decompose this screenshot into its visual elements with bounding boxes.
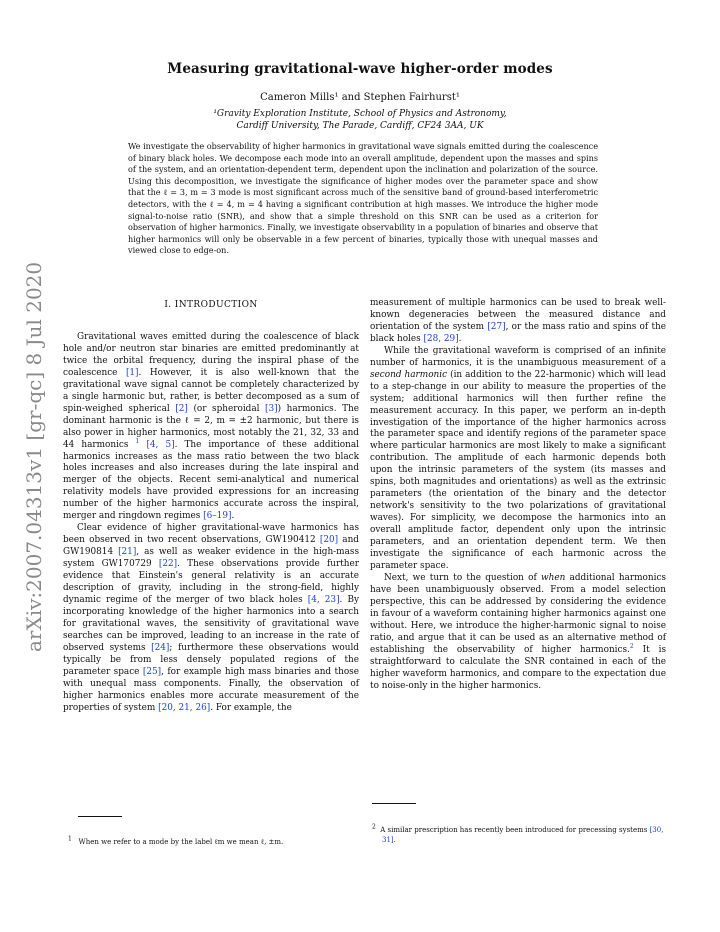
footnote-number: 2 (372, 823, 376, 831)
intro-paragraph-4 (370, 573, 666, 693)
footnote-2 (372, 823, 674, 845)
text: , as well as weaker evidence in the high-mass system GW170729 (63, 547, 359, 570)
intro-paragraph-3 (370, 346, 666, 573)
footnote-text: A similar prescription has recently been introduced for precessing systems (380, 826, 650, 834)
footnote-1 (68, 835, 364, 848)
citation-link[interactable]: [2] (175, 403, 188, 414)
emphasis: second harmonic (370, 369, 448, 380)
citation-link[interactable]: [28, 29] (423, 333, 459, 344)
text: (in addition to the 22-harmonic) which will lead to a step-change in our ability to measure the properties of the system; additional harmonics will then further refine the measurement accuracy. In this paper, we perform an in-depth investigation of the importance of the higher harmonics across the parameter space and identify regions of the parameter space where particular harmonics are most likely to make a significant contribution. The amplitude of each harmonic depends both upon the intrinsic parameters of the system (its masses and spins, both magnitudes and orientations) as well as the extrinsic parameters (the orientation of the binary and the detector network's sensitivity to the two polarizations of gravitational waves). For simplicity, we decompose the harmonics into an overall amplitude factor, dependent only upon the intrinsic parameters, and an orientation dependent term. We then investigate the significance of each harmonic across the parameter space. (370, 369, 666, 571)
text: . (231, 511, 235, 522)
citation-link[interactable]: [20, 21, 26] (158, 702, 211, 713)
text: ) harmonics. The dominant harmonic is the ℓ = 2, m = ±2 harmonic, but there is also power in higher harmonics, most notably the 21, 32, 33 and 44 harmonics (63, 403, 359, 450)
citation-link[interactable]: [24] (151, 642, 170, 653)
citation-link[interactable]: [30, 31] (382, 826, 664, 844)
text: . By incorporating knowledge of the higher harmonics into a search for gravitational waves, the sensitivity of gravitational wave searches can be improved, leading to an increase in the rate of observed systems (63, 594, 360, 653)
citation-link[interactable]: [1] (125, 367, 139, 378)
text: ; furthermore these observations would typically be from less densely populated regions of the parameter space (63, 642, 359, 677)
text: and GW190814 (63, 535, 359, 558)
arxiv-id: arXiv:2007.04313v1 [gr-qc] 8 Jul 2020 (22, 261, 46, 652)
author-list: Cameron Mills¹ and Stephen Fairhurst¹ (260, 92, 460, 103)
text: . For example, the (210, 702, 292, 713)
text: While the gravitational waveform is comprised of an infinite number of harmonics, it is the unambiguous measurement of a (370, 345, 666, 368)
right-column (370, 298, 666, 692)
text: , or the mass ratio and spins of the black holes (370, 321, 666, 344)
citation-link[interactable]: [21] (118, 547, 137, 558)
text: , for example high mass binaries and those with unequal mass components. Finally, the observation of higher harmonics enables more accurate measurement of the properties of system (63, 666, 359, 713)
left-column (63, 332, 359, 715)
citation-link[interactable]: [27] (487, 321, 506, 332)
text: It is straightforward to calculate the SNR contained in each of the higher waveform harmonics, and compare to the expectation due to noise-only in the higher harmonics. (370, 644, 666, 691)
abstract: We investigate the observability of higher harmonics in gravitational wave signals emitted during the coalescence of binary black holes. We decompose each mode into an overall amplitude, dependent upon the masses and spins of the system, and an orientation-dependent term, dependent upon the inclination and polarization of the source. Using this decomposition, we investigate the significance of higher modes over the parameter space and show that the ℓ = 3, m = 3 mode is most significant across much of the sensitive band of ground-based interferometric detectors, with the ℓ = 4, m = 4 having a significant contribution at high masses. We introduce the higher mode signal-to-noise ratio (SNR), and show that a simple threshold on this SNR can be used as a criterion for observation of higher harmonics. Finally, we investigate observability in a population of binaries and observe that higher harmonics will only be observable in a few percent of binaries, typically those with unequal masses and viewed close to edge-on. (128, 141, 598, 256)
text: . The importance of these additional harmonics increases as the mass ratio between the two black holes increases and also increases during the late inspiral and merger of the objects. Recent semi-analytical and numerical relativity models have provided expressions for an increasing number of the higher harmonics accurate across the inspiral, merger and ringdown regimes (63, 439, 359, 522)
footnote-text: . (393, 835, 396, 844)
affiliation (0, 108, 720, 132)
citation-link[interactable]: [20] (319, 535, 339, 546)
intro-paragraph-2 (63, 523, 359, 714)
footnote-rule-right (372, 803, 416, 804)
text: Clear evidence of higher gravitational-wave harmonics has been observed in two recent observations, GW190412 (63, 523, 359, 546)
text: . (458, 333, 462, 344)
text: Next, we turn to the question of (384, 572, 542, 583)
emphasis: when (541, 572, 566, 583)
footnote-marker[interactable]: 1 (135, 437, 140, 445)
text: Gravitational waves emitted during the coalescence of black hole and/or neutron star binaries are emitted predominantly at twice the orbital frequency, during the inspiral phase of the coalescence (63, 332, 359, 378)
text: measurement of multiple harmonics can be used to break well-known degeneracies between the measured distance and orientation of the system (370, 298, 666, 332)
affiliation-line-2: Cardiff University, The Parade, Cardiff, CF24 3AA, UK (236, 121, 484, 131)
citation-link[interactable]: [4, 23] (307, 594, 340, 605)
citation-link[interactable]: [4, 5] (146, 439, 175, 450)
affiliation-line-1: ¹Gravity Exploration Institute, School of Physics and Astronomy, (213, 109, 507, 119)
citation-link[interactable]: [6–19] (203, 511, 232, 522)
citation-link[interactable]: [3] (265, 403, 278, 414)
section-heading: I. INTRODUCTION (164, 300, 258, 310)
citation-link[interactable]: [22] (158, 559, 178, 570)
footnote-marker[interactable]: 2 (629, 642, 634, 650)
footnote-rule-left (78, 816, 122, 817)
text: (or spheroidal (187, 403, 266, 414)
footnote-number: 1 (68, 835, 72, 843)
text: . These observations provide further evidence that Einstein's general relativity is an accurate description of gravity, including in the strong-field, highly dynamic regime of the merger of two black holes (63, 559, 359, 605)
footnote-text: When we refer to a mode by the label ℓm we mean ℓ, ±m. (78, 838, 284, 846)
intro-paragraph-1 (63, 332, 359, 523)
text: . However, it is also well-known that the gravitational wave signal cannot be completely characterized by a single harmonic but, rather, is better decomposed as a sum of spin-weighed spherical (63, 367, 359, 414)
text: additional harmonics have been unambiguously observed. From a model selection perspective, this can be addressed by considering the evidence in favour of a waveform containing higher harmonics against one without. Here, we introduce the higher-harmonic signal to noise ratio, and argue that it can be used as an alternative method of establishing the observability of higher harmonics. (370, 572, 666, 655)
paper-title: Measuring gravitational-wave higher-order modes (167, 61, 553, 77)
continued-paragraph (370, 298, 666, 346)
citation-link[interactable]: [25] (142, 666, 162, 677)
